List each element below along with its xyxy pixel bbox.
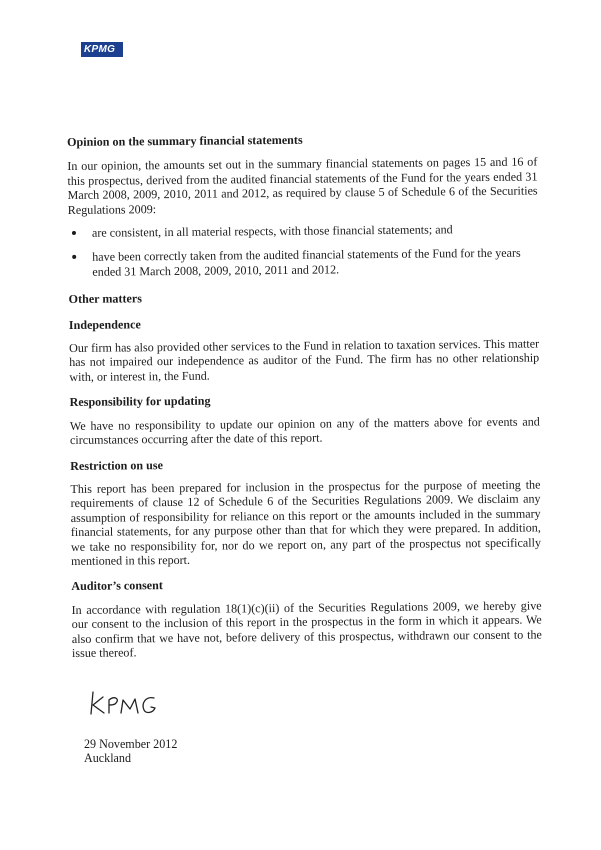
restriction-heading: Restriction on use [70,457,164,473]
opinion-paragraph: In our opinion, the amounts set out in the summary financial statements on pages 15 and 16 of this prospectus, derived from the audited financial statements of the Fund for the years ended 31 March 2008, 2009, 2010, 2011 and 2012, as required by clause 5 of Schedule 6 of the Securities Regulations 2009: [67,154,538,217]
kpmg-logo: KPMG [81,42,123,57]
responsibility-paragraph: We have no responsibility to update our opinion on any of the matters above for events and circumstances occurring after the date of this report. [69,414,540,448]
independence-heading: Independence [68,316,141,332]
report-footer [84,737,177,766]
other-matters-heading: Other matters [68,291,143,307]
bullet-icon [72,231,76,235]
bullet-text: have been correctly taken from the audited financial statements of the Fund for the years ended 31 March 2008, 2009, 2010, 2011 and 2012. [92,246,521,279]
report-date: 29 November 2012 [84,737,178,751]
bullet-text: are consistent, in all material respects, with those financial statements; and [91,222,453,240]
responsibility-heading: Responsibility for updating [69,393,211,410]
list-item [68,222,538,241]
report-location: Auckland [84,751,132,766]
restriction-paragraph: This report has been prepared for inclusion in the prospectus for the purpose of meeting the requirements of clause 12 of Schedule 6 of the Securities Regulations 2009. We disclaim any assumption of responsibility for reliance on this report or the amounts included in the summary financial statements, for any purpose other than that for which they were prepared. In addition, we take no responsibility for, nor do we report on, any part of the prospectus not specifically mentioned in this report. [70,477,542,568]
independence-paragraph: Our firm has also provided other services to the Fund in relation to taxation services. This matter has not impaired our independence as auditor of the Fund. The firm has no other relationship with, or interest in, the Fund. [69,336,540,384]
kpmg-signature [90,688,170,716]
opinion-heading: Opinion on the summary financial statements [67,132,303,149]
bullet-icon [72,255,76,259]
consent-heading: Auditor’s consent [71,578,163,594]
list-item [68,246,538,279]
consent-paragraph: In accordance with regulation 18(1)(c)(ii) of the Securities Regulations 2009, we hereby give our consent to the inclusion of this report in the prospectus in the form in which it appears. We also confirm that we have not, before delivery of this prospectus, withdrawn our consent to the issue thereof. [71,598,542,660]
report-body [67,125,542,660]
opinion-bullet-list [68,222,538,280]
